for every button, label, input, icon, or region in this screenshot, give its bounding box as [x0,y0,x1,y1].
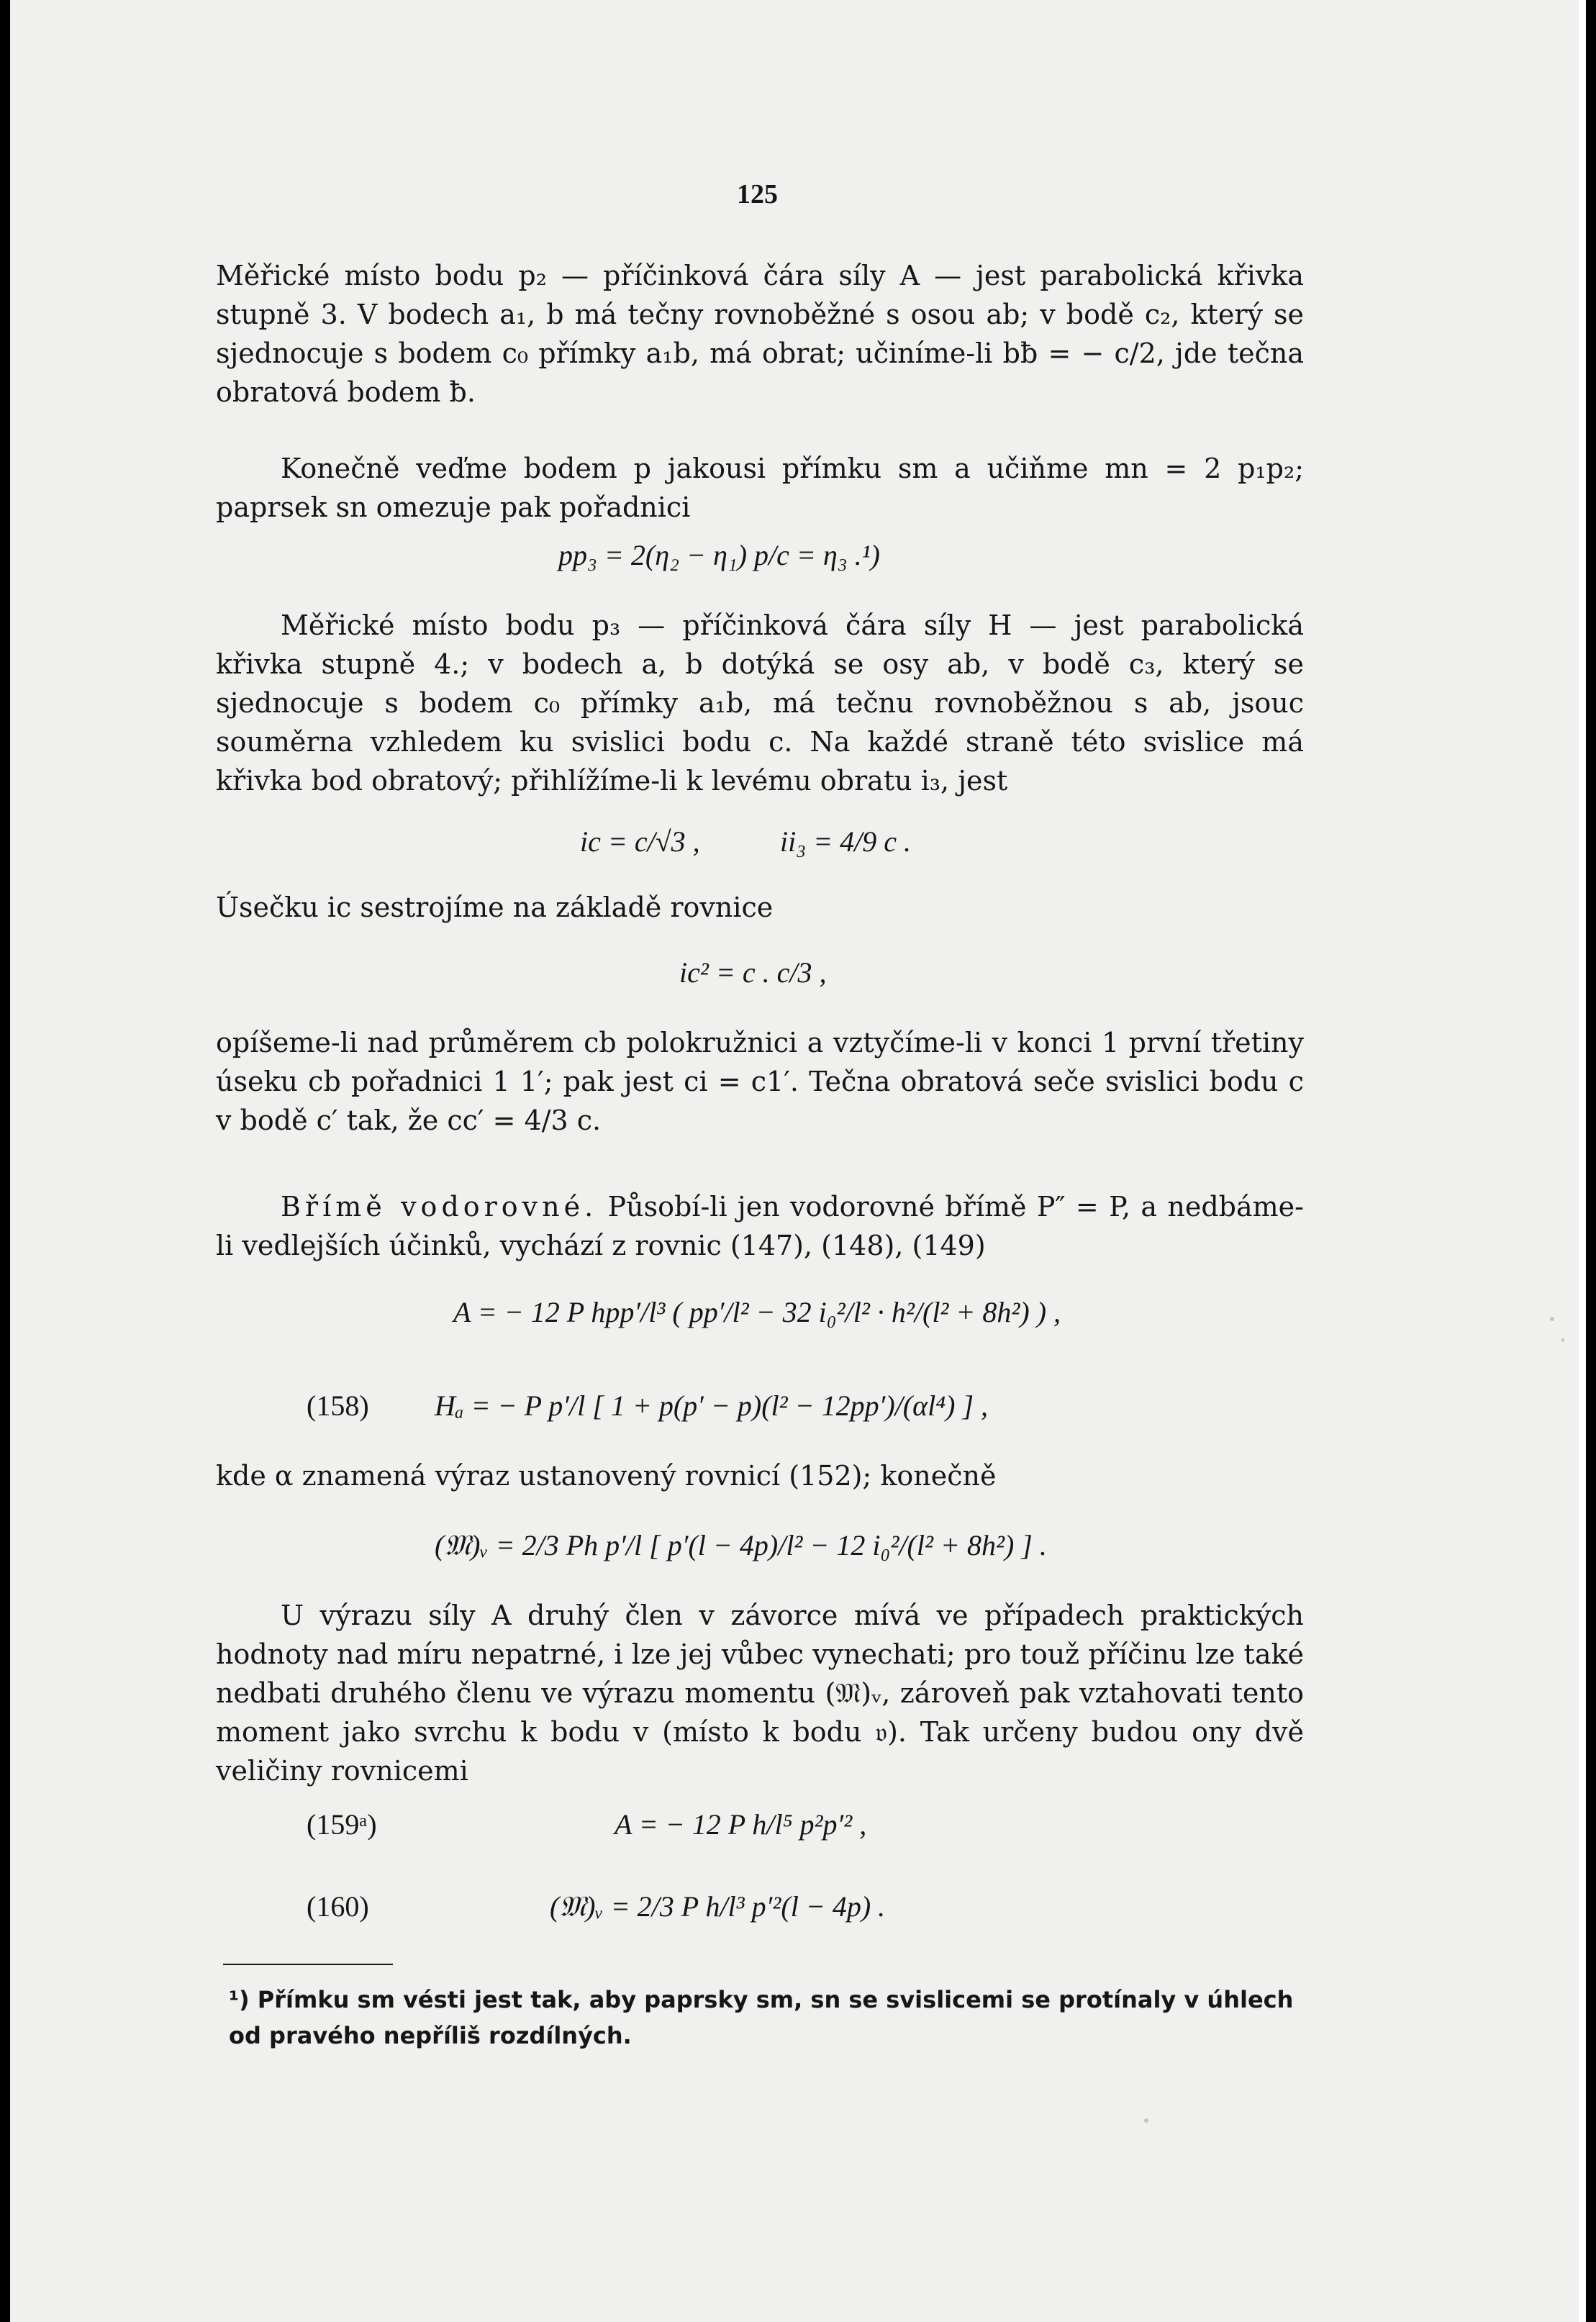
equation-159a: A = − 12 P h/l⁵ p²p′² , [615,1808,867,1841]
equation-160: (𝔐)ᵥ = 2/3 P h/l³ p′²(l − 4p) . [550,1890,886,1923]
paragraph-text: kde α znamená výraz ustanovený rovnicí (152); konečně [216,1460,997,1492]
equation-A: A = − 12 P hpp′/l³ ( pp′/l² − 32 i₀²/l² · h²/(l² + 8h²) ) , [453,1296,1061,1328]
book-page [10,0,1586,2322]
page-stain [1550,1317,1554,1321]
paragraph-7 [216,1456,1304,1495]
page-stain [1561,1338,1564,1342]
footnote-text: ¹) Přímku sm vésti jest tak, aby paprsky sm, sn se svislicemi se protínaly v úhlech od pravého nepříliš rozdílných. [229,1986,1294,2049]
paragraph-text: Měřické místo bodu p₃ — příčinková čára síly H — jest parabolická křivka stupně 4.; v bodech a, b dotýká se osy ab, v bodě c₃, který se sjednocuje s bodem c₀ přímky a₁b, má tečnu rovnoběžnou s ab, jsouc souměrna vzhledem ku svislici bodu c. Na každé straně této svislice má křivka bod obratový; přihlížíme-li k levému obratu i₃, jest [216,609,1304,797]
paragraph-4 [216,888,1304,927]
paragraph-text: U výrazu síly A druhý člen v závorce mívá ve případech praktických hodnoty nad míru nepatrné, i lze jej vůbec vynechati; pro touž příčinu lze také nedbati druhého členu ve výrazu momentu (𝔐)ᵥ, zároveň pak vztahovati tento moment jako svrchu k bodu v (místo k bodu 𝔳). Tak určeny budou ony dvě veličiny rovnicemi [216,1600,1304,1787]
section-heading: Břímě vodorovné. [281,1191,598,1223]
paragraph-5 [216,1023,1304,1140]
equation-ic-squared: ic² = c . c/3 , [679,956,827,989]
paragraph-2 [216,449,1304,527]
page-stain [1144,2118,1148,2123]
page-number: 125 [737,179,778,209]
paragraph-text: opíšeme-li nad průměrem cb polokružnici a vztyčíme-li v konci 1 první třetiny úseku cb pořadnici 1 1′; pak jest ci = c1′. Tečna obratová seče svislici bodu c v bodě c′ tak, že cc′ = 4/3 c. [216,1027,1304,1136]
paragraph-text: Konečně veďme bodem p jakousi přímku sm a učiňme mn = 2 p₁p₂; paprsek sn omezuje pak pořadnici [216,453,1304,523]
paragraph-text: Měřické místo bodu p₂ — příčinková čára síly A — jest parabolická křivka stupně 3. V bodech a₁, b má tečny rovnoběžné s osou ab; v bodě c₂, který se sjednocuje s bodem c₀ přímky a₁b, má obrat; učiníme-li bƀ = − c/2, jde tečna obratová bodem ƀ. [216,260,1304,408]
equation-Mv: (𝔐)ᵥ = 2/3 Ph p′/l [ p′(l − 4p)/l² − 12 i₀²/(l² + 8h²) ] . [435,1529,1047,1561]
paragraph-3 [216,606,1304,800]
paragraph-text [216,1187,1304,1265]
paragraph-text: Úsečku ic sestrojíme na základě rovnice [216,892,774,923]
equation-number-159a: (159ᵃ) [307,1808,377,1841]
page-edge [1579,0,1586,2322]
footnote [229,1982,1308,2054]
equation-number-158: (158) [307,1389,369,1422]
paragraph-6 [216,1187,1304,1265]
paragraph-8 [216,1596,1304,1790]
paragraph-body: Působí-li jen vodorovné břímě P″ = P, a nedbáme-li vedlejších účinků, vychází z rovnic (147), (148), (149) [216,1191,1304,1261]
equation-pp3: pp₃ = 2(η₂ − η₁) p/c = η₃ .¹) [558,539,880,571]
equation-ii3: ii₃ = 4/9 c . [780,825,911,858]
footnote-divider [223,1964,393,1965]
equation-Ha: Hₐ = − P p′/l [ 1 + p(p′ − p)(l² − 12pp′)/(αl⁴) ] , [435,1389,989,1422]
paragraph-1 [216,256,1304,412]
equation-number-160: (160) [307,1890,369,1923]
equation-ic: ic = c/√3 , [580,825,700,858]
